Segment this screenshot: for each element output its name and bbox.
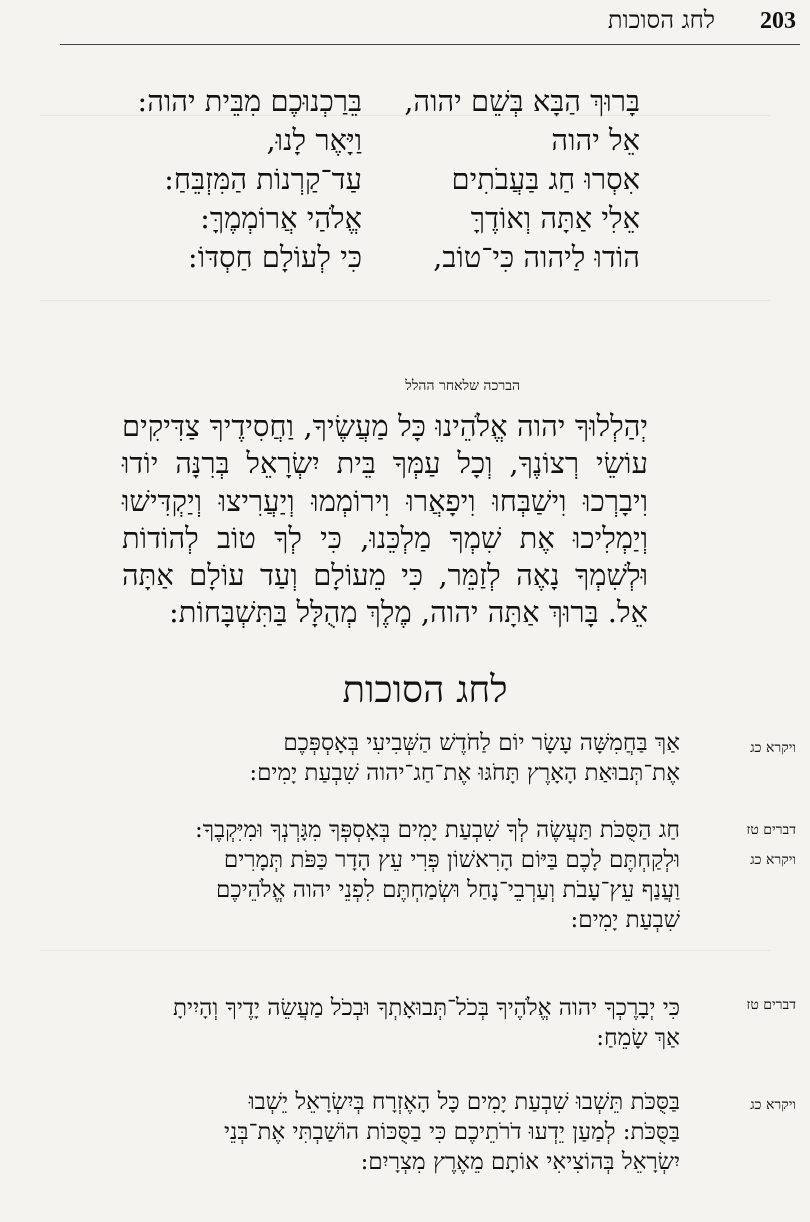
verse-line: אֶת־תְּבוּאַת הָאָרֶץ תָּחֹגּוּ אֶת־חַג־יהוה שִׁבְעַת יָמִים: bbox=[249, 760, 680, 786]
source-reference: ויקרא כג bbox=[750, 852, 796, 868]
hallel-first-half: אֵל יהוה bbox=[551, 123, 640, 157]
verse-line: וּלְקַחְתֶּם לָכֶם בַּיּוֹם הָרִאשׁוֹן פְּרִי עֵץ הָדָר כַּפֹּת תְּמָרִים bbox=[223, 847, 680, 873]
hallel-row bbox=[120, 199, 640, 238]
source-reference: דברים טז bbox=[746, 997, 796, 1013]
verse-line: בַּסֻּכֹּת: לְמַעַן יֵדְעוּ דֹרֹתֵיכֶם כִּי בַסֻּכּוֹת הוֹשַׁבְתִּי אֶת־בְּנֵי bbox=[223, 1119, 680, 1145]
header-rule bbox=[60, 44, 800, 45]
hallel-second-half: עַד־קַרְנוֹת הַמִּזְבֵּחַ: bbox=[164, 162, 362, 196]
verse-line: יִשְׂרָאֵל בְּהוֹצִיאִי אוֹתָם מֵאֶרֶץ מִצְרָיִם: bbox=[360, 1149, 680, 1175]
source-reference: ויקרא כג bbox=[750, 1097, 796, 1113]
hallel-second-half: אֱלֹהַי אֲרוֹמְמֶךָּ: bbox=[200, 201, 362, 235]
verse-paragraph bbox=[88, 815, 680, 935]
blessing-label: הברכה שלאחר ההלל bbox=[405, 378, 520, 394]
blessing-line: יְהַלְלוּךָ יהוה אֱלֹהֵינוּ כָּל מַעֲשֶׂיךָ, וַחֲסִידֶיךָ צַדִּיקִים bbox=[122, 409, 648, 443]
hallel-first-half: אֵלִי אַתָּה וְאוֹדֶךָּ bbox=[470, 201, 640, 235]
hallel-second-half: בֵּרַכְנוּכֶם מִבֵּית יהוה: bbox=[137, 84, 362, 118]
bleed-through-line bbox=[40, 300, 770, 301]
blessing-line: יהוה, מֶלֶךְ מְהֻלָּל בַּתִּשְׁבָּחוֹת: bbox=[169, 595, 479, 630]
hallel-first-half: אִסְרוּ חַג בַּעֲבֹתִים bbox=[451, 162, 640, 196]
verse-line: כִּי יְבָרֶכְךָ יהוה אֱלֹהֶיךָ בְּכֹל־תְּבוּאָתְךָ וּבְכֹל מַעֲשֵׂה יָדֶיךָ וְהָיִיתָ bbox=[173, 995, 680, 1021]
verse-line: וַעֲנַף עֵץ־עָבֹת וְעַרְבֵי־נָחַל וּשְׂמַחְתֶּם לִפְנֵי יהוה אֱלֹהֵיכֶם bbox=[216, 877, 680, 903]
verse-line: אַךְ שָׂמֵחַ: bbox=[596, 1025, 680, 1051]
hallel-second-half: וַיָּאֶר לָנוּ, bbox=[266, 123, 362, 157]
hallel-verses bbox=[120, 82, 640, 277]
verse-paragraph bbox=[88, 1087, 680, 1177]
blessing-line: עוֹשֵׂי רְצוֹנֶךָ, וְכָל עַמְּךָ בֵּית יִשְׂרָאֵל בְּרִנָּה יוֹדוּ וִיבָרְכוּ bbox=[122, 446, 648, 518]
blessing-line: וִישַׁבְּחוּ וִיפָאֲרוּ וִירוֹמְמוּ וְיַעֲרִיצוּ וְיַקְדִּישׁוּ וְיַמְלִיכוּ bbox=[122, 483, 648, 555]
page-number: 203 bbox=[760, 8, 796, 34]
verse-paragraph bbox=[88, 728, 680, 788]
hallel-row bbox=[120, 238, 640, 277]
hallel-row bbox=[120, 160, 640, 199]
source-reference: ויקרא כג bbox=[750, 740, 796, 756]
running-header-title: לחג הסוכות bbox=[607, 6, 715, 34]
hallel-row bbox=[120, 82, 640, 121]
blessing-text bbox=[122, 408, 648, 632]
blessing-line: אֶת שִׁמְךָ מַלְכֵּנוּ, כִּי לְךָ טוֹב לְהוֹדוֹת וּלְשִׁמְךָ נָאֶה bbox=[122, 520, 648, 593]
bleed-through-line bbox=[40, 950, 770, 951]
hallel-first-half: בָּרוּךְ הַבָּא בְּשֵׁם יהוה, bbox=[404, 84, 640, 118]
hallel-first-half: הוֹדוּ לַיהוה כִּי־טוֹב, bbox=[433, 240, 640, 274]
verse-line: חַג הַסֻּכֹּת תַּעֲשֶׂה לְךָ שִׁבְעַת יָמִים בְּאָסְפְּךָ מִגָּרְנְךָ וּמִיִּקְבֶךָ: bbox=[195, 817, 680, 843]
section-title: לחג הסוכות bbox=[342, 668, 508, 711]
hallel-second-half: כִּי לְעוֹלָם חַסְדּוֹ: bbox=[187, 240, 362, 274]
verse-line: אַךְ בַּחֲמִשָּׁה עָשָׂר יוֹם לַחֹדֶשׁ הַשְּׁבִיעִי בְּאָסְפְּכֶם bbox=[283, 730, 680, 756]
blessing-line: לְזַמֵּר, כִּי מֵעוֹלָם וְעַד עוֹלָם אַתָּה אֵל. בָּרוּךְ אַתָּה bbox=[122, 558, 648, 630]
verse-line: בַּסֻּכֹּת תֵּשְׁבוּ שִׁבְעַת יָמִים כָּל הָאֶזְרָח בְּיִשְׂרָאֵל יֵשְׁבוּ bbox=[248, 1089, 680, 1115]
source-reference: דברים טז bbox=[746, 822, 796, 838]
verse-paragraph bbox=[88, 993, 680, 1053]
hallel-row bbox=[120, 121, 640, 160]
verse-line: שִׁבְעַת יָמִים: bbox=[570, 907, 680, 933]
